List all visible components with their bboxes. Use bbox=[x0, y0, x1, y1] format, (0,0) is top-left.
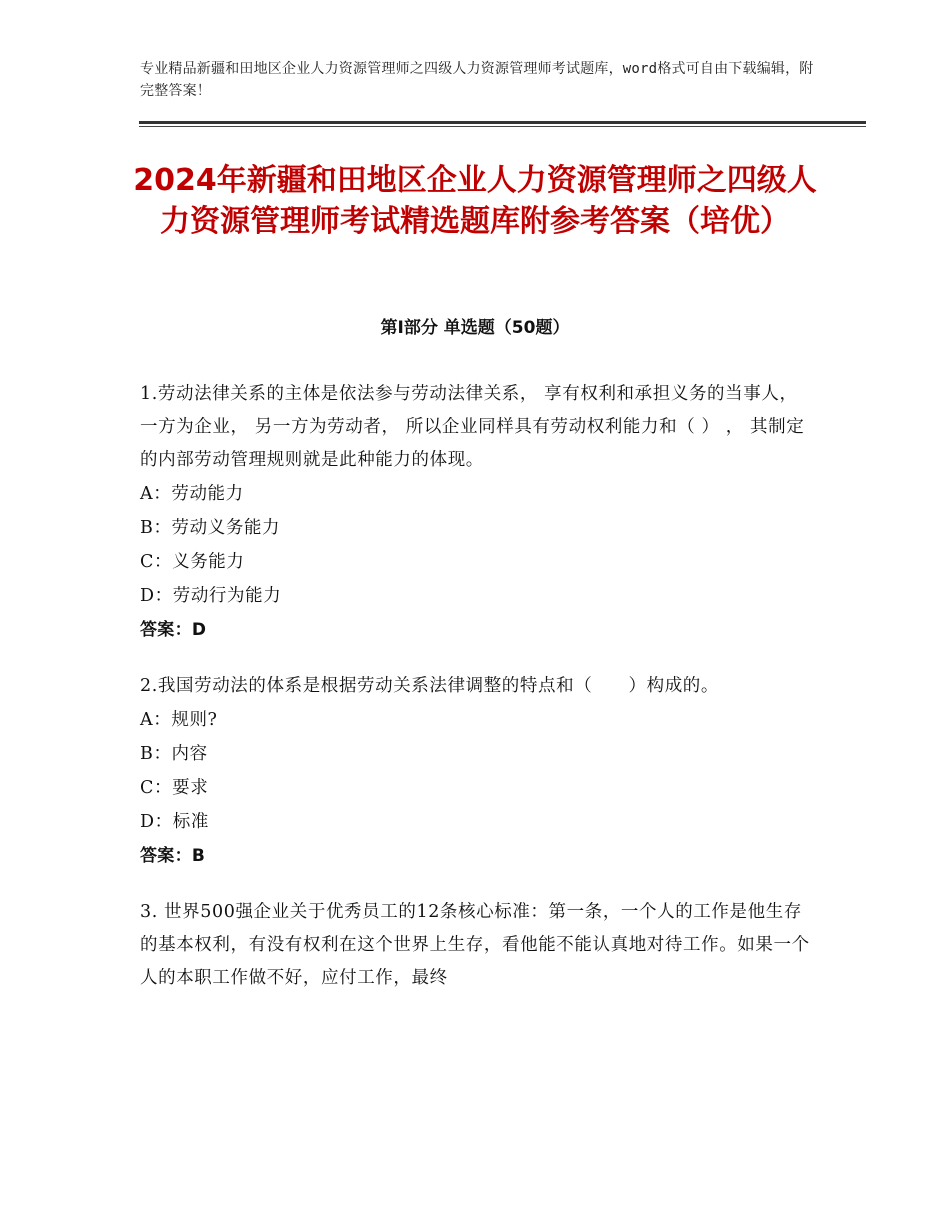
document-title: 2024年新疆和田地区企业人力资源管理师之四级人力资源管理师考试精选题库附参考答案（培优） bbox=[133, 163, 817, 239]
answer-value: D bbox=[191, 620, 207, 640]
option-b: B：内容 bbox=[140, 744, 208, 764]
question-text: 2.我国劳动法的体系是根据劳动关系法律调整的特点和（ ）构成的。 bbox=[140, 676, 719, 696]
answer-line bbox=[140, 613, 812, 647]
header-note: 专业精品新疆和田地区企业人力资源管理师之四级人力资源管理师考试题库，word格式可自由下载编辑，附完整答案！ bbox=[140, 61, 814, 99]
question-1 bbox=[140, 378, 812, 647]
answer-line bbox=[140, 839, 812, 873]
option-d: D：劳动行为能力 bbox=[140, 586, 282, 606]
question-2 bbox=[140, 670, 812, 873]
header-rule-thin bbox=[139, 126, 866, 127]
question-text: 3. 世界500强企业关于优秀员工的12条核心标准：第一条，一个人的工作是他生存的基本权利，有没有权利在这个世界上生存，看他能不能认真地对待工作。如果一个人的本职工作做不好，应付工作，最终 bbox=[140, 902, 810, 988]
option-d: D：标准 bbox=[140, 812, 209, 832]
option-c: C：要求 bbox=[140, 778, 209, 798]
option-a: A：规则? bbox=[140, 710, 218, 730]
answer-prefix: 答案： bbox=[140, 620, 192, 640]
answer-prefix: 答案： bbox=[140, 846, 192, 866]
option-b: B：劳动义务能力 bbox=[140, 518, 281, 538]
header-rule-thick bbox=[139, 121, 866, 124]
question-list bbox=[140, 378, 812, 1018]
question-text: 1.劳动法律关系的主体是依法参与劳动法律关系， 享有权利和承担义务的当事人， 一方为企业， 另一方为劳动者， 所以企业同样具有劳动权利能力和（ ） ， 其制定的内部劳动管理规则就是此种能力的体现。 bbox=[140, 384, 805, 470]
option-a: A：劳动能力 bbox=[140, 484, 244, 504]
question-3 bbox=[140, 896, 812, 995]
option-c: C：义务能力 bbox=[140, 552, 245, 572]
section-title: 第Ⅰ部分 单选题（50题） bbox=[380, 318, 570, 338]
answer-value: B bbox=[191, 846, 206, 866]
